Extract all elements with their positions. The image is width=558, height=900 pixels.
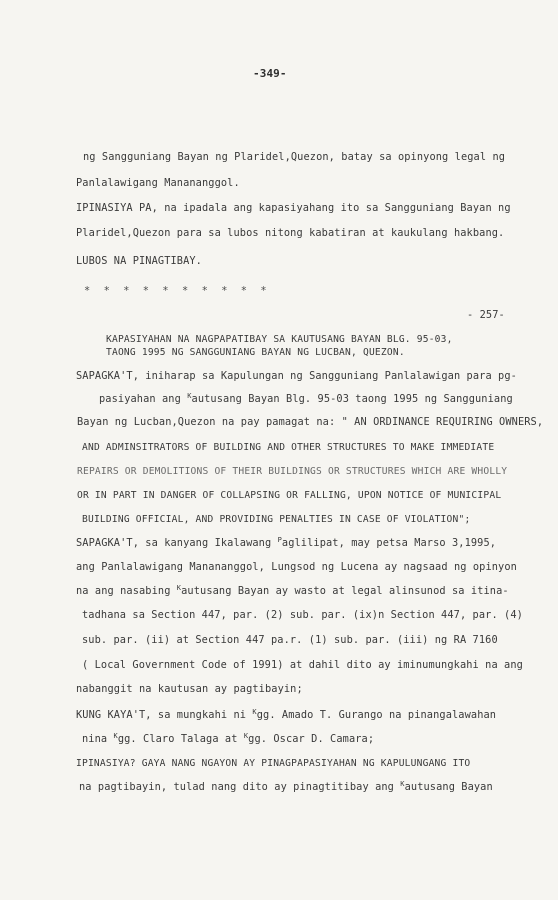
text-line: Bayan ng Lucban,Quezon na pay pamagat na: " AN ORDINANCE REQUIRING OWNERS, xyxy=(77,416,544,428)
text-line: sub. par. (ii) at Section 447 pa.r. (1) sub. par. (iii) ng RA 7160 xyxy=(82,634,498,646)
text-line: na pagtibayin, tulad nang dito ay pinagtitibay ang $^K$autusang Bayan xyxy=(79,780,493,793)
text-line: IPINASIYA PA, na ipadala ang kapasiyahang ito sa Sangguniang Bayan ng xyxy=(76,202,511,214)
text-line: REPAIRS OR DEMOLITIONS OF THEIR BUILDINGS OR STRUCTURES WHICH ARE WHOLLY xyxy=(77,466,508,477)
text-line: IPINASIYA? GAYA NANG NGAYON AY PINAGPAPASIYAHAN NG KAPULUNGANG ITO xyxy=(76,758,471,769)
text-line: tadhana sa Section 447, par. (2) sub. par. (ix)n Section 447, par. (4) xyxy=(82,609,523,621)
text-line: ( Local Government Code of 1991) at dahil dito ay iminumungkahi na ang xyxy=(82,659,523,671)
text-line: Plaridel,Quezon para sa lubos nitong kabatiran at kaukulang hakbang. xyxy=(76,227,505,239)
text-line: na ang nasabing $^K$autusang Bayan ay wasto at legal alinsunod sa itina- xyxy=(76,584,509,597)
text-line: nabanggit na kautusan ay pagtibayin; xyxy=(76,683,303,695)
text-line: nina $^K$gg. Claro Talaga at $^K$gg. Oscar D. Camara; xyxy=(82,732,375,745)
resolution-title-line: KAPASIYAHAN NA NAGPAPATIBAY SA KAUTUSANG BAYAN BLG. 95-03, xyxy=(106,334,453,345)
page-number: -349- xyxy=(253,67,287,80)
text-line: BUILDING OFFICIAL, AND PROVIDING PENALTIES IN CASE OF VIOLATION"; xyxy=(82,514,471,525)
text-line: Panlalawigang Manananggol. xyxy=(76,177,240,189)
text-line: AND ADMINSITRATORS OF BUILDING AND OTHER STRUCTURES TO MAKE IMMEDIATE xyxy=(82,442,495,453)
resolution-number: - 257- xyxy=(467,309,505,321)
text-line: SAPAGKA'T, sa kanyang Ikalawang $^P$aglilipat, may petsa Marso 3,1995, xyxy=(76,536,497,549)
text-line: pasiyahan ang $^K$autusang Bayan Blg. 95-03 taong 1995 ng Sangguniang xyxy=(99,392,513,405)
resolution-title-line: TAONG 1995 NG SANGGUNIANG BAYAN NG LUCBAN, QUEZON. xyxy=(106,347,405,358)
text-line: ang Panlalawigang Manananggol, Lungsod ng Lucena ay nagsaad ng opinyon xyxy=(76,561,517,573)
text-line: LUBOS NA PINAGTIBAY. xyxy=(76,255,202,267)
text-line: OR IN PART IN DANGER OF COLLAPSING OR FALLING, UPON NOTICE OF MUNICIPAL xyxy=(77,490,502,501)
text-line: KUNG KAYA'T, sa mungkahi ni $^K$gg. Amado T. Gurango na pinangalawahan xyxy=(76,708,497,721)
separator-stars: * * * * * * * * * * xyxy=(84,285,271,297)
text-line: ng Sangguniang Bayan ng Plaridel,Quezon, batay sa opinyong legal ng xyxy=(83,151,506,163)
text-line: SAPAGKA'T, iniharap sa Kapulungan ng Sangguniang Panlalawigan para pg- xyxy=(76,370,517,382)
